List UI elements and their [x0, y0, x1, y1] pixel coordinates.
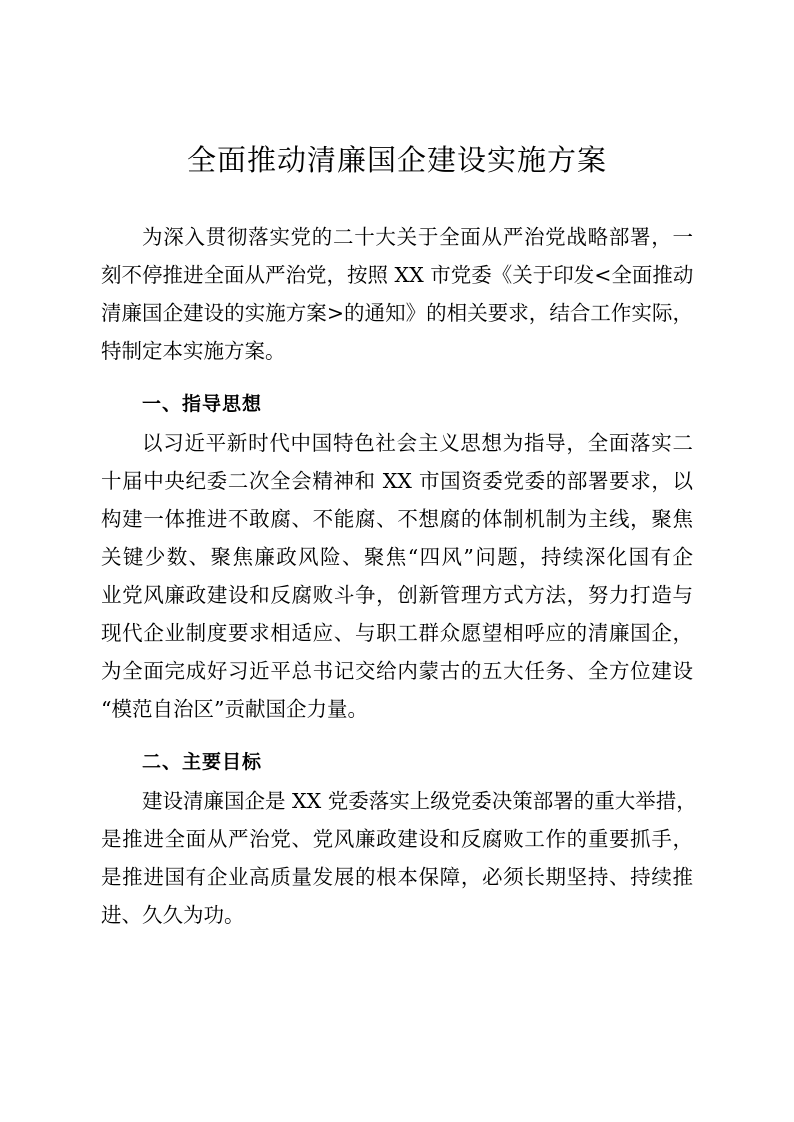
- intro-line: 刻不停推进全面从严治党，按照 XX 市党委《关于印发<全面推动: [101, 263, 694, 287]
- section2-line: 是推进全面从严治党、党风廉政建设和反腐败工作的重要抓手，: [101, 827, 693, 851]
- section-heading-guiding-ideology: 一、指导思想: [142, 393, 263, 415]
- document-title: 全面推动清廉国企建设实施方案: [186, 143, 607, 177]
- intro-line: 为深入贯彻落实党的二十大关于全面从严治党战略部署，一: [142, 225, 693, 249]
- section1-line: “模范自治区”贡献国企力量。: [101, 697, 368, 721]
- section1-line: 以习近平新时代中国特色社会主义思想为指导，全面落实二: [142, 431, 693, 455]
- intro-line: 特制定本实施方案。: [101, 339, 286, 363]
- section1-line: 为全面完成好习近平总书记交给内蒙古的五大任务、全方位建设: [101, 659, 693, 683]
- section2-line: 建设清廉国企是 XX 党委落实上级党委决策部署的重大举措，: [142, 789, 697, 813]
- section1-line: 构建一体推进不敢腐、不能腐、不想腐的体制机制为主线，聚焦: [101, 507, 693, 531]
- section1-line: 业党风廉政建设和反腐败斗争，创新管理方式方法，努力打造与: [101, 583, 693, 607]
- section2-line: 进、久久为功。: [101, 903, 245, 927]
- section2-line: 是推进国有企业高质量发展的根本保障，必须长期坚持、持续推: [101, 865, 693, 889]
- section1-line: 十届中央纪委二次全会精神和 XX 市国资委党委的部署要求，以: [101, 469, 693, 493]
- section1-line: 关键少数、聚焦廉政风险、聚焦“四风”问题，持续深化国有企: [101, 545, 693, 569]
- intro-line: 清廉国企建设的实施方案>的通知》的相关要求，结合工作实际，: [101, 301, 693, 325]
- section-heading-main-goals: 二、主要目标: [142, 751, 263, 773]
- section1-line: 现代企业制度要求相适应、与职工群众愿望相呼应的清廉国企，: [101, 621, 693, 645]
